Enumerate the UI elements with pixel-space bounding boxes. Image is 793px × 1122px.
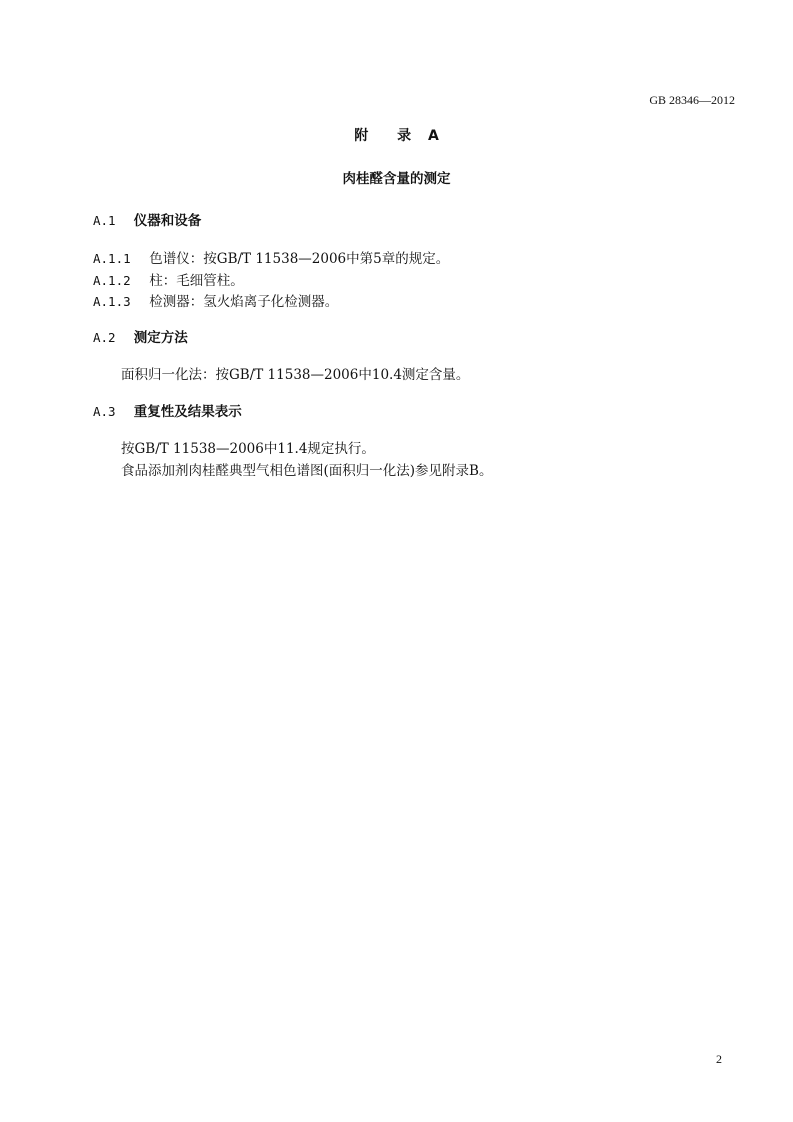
clause-a1-1 bbox=[93, 247, 449, 267]
section-number: A.1 bbox=[93, 213, 116, 228]
section-heading-a3 bbox=[93, 400, 242, 420]
paragraph-a3-1: 按GB/T 11538—2006中11.4规定执行。 bbox=[121, 441, 375, 457]
section-heading-a1 bbox=[93, 209, 201, 229]
section-number: A.3 bbox=[93, 404, 116, 419]
paragraph-a3-2: 食品添加剂肉桂醛典型气相色谱图(面积归一化法)参见附录B。 bbox=[121, 463, 493, 479]
section-number: A.2 bbox=[93, 330, 116, 345]
appendix-letter: A bbox=[427, 128, 439, 144]
section-heading-a2 bbox=[93, 326, 188, 346]
clause-number: A.1.1 bbox=[93, 251, 131, 266]
standard-code: GB 28346—2012 bbox=[649, 93, 735, 107]
section-title: 测定方法 bbox=[133, 330, 188, 346]
clause-text: 色谱仪：按GB/T 11538—2006中第5章的规定。 bbox=[149, 251, 450, 267]
clause-text: 检测器：氢火焰离子化检测器。 bbox=[149, 294, 339, 310]
clause-number: A.1.3 bbox=[93, 294, 131, 309]
clause-text: 柱：毛细管柱。 bbox=[149, 273, 244, 289]
document-title: 肉桂醛含量的测定 bbox=[342, 171, 451, 187]
appendix-label: 附 录 bbox=[354, 128, 424, 144]
page-number: 2 bbox=[716, 1052, 722, 1066]
clause-a1-2 bbox=[93, 269, 244, 289]
clause-number: A.1.2 bbox=[93, 273, 131, 288]
paragraph-a2-1: 面积归一化法：按GB/T 11538—2006中10.4测定含量。 bbox=[121, 367, 470, 383]
appendix-heading bbox=[0, 125, 793, 145]
section-title: 重复性及结果表示 bbox=[133, 404, 242, 420]
clause-a1-3 bbox=[93, 290, 338, 310]
section-title: 仪器和设备 bbox=[133, 213, 202, 229]
